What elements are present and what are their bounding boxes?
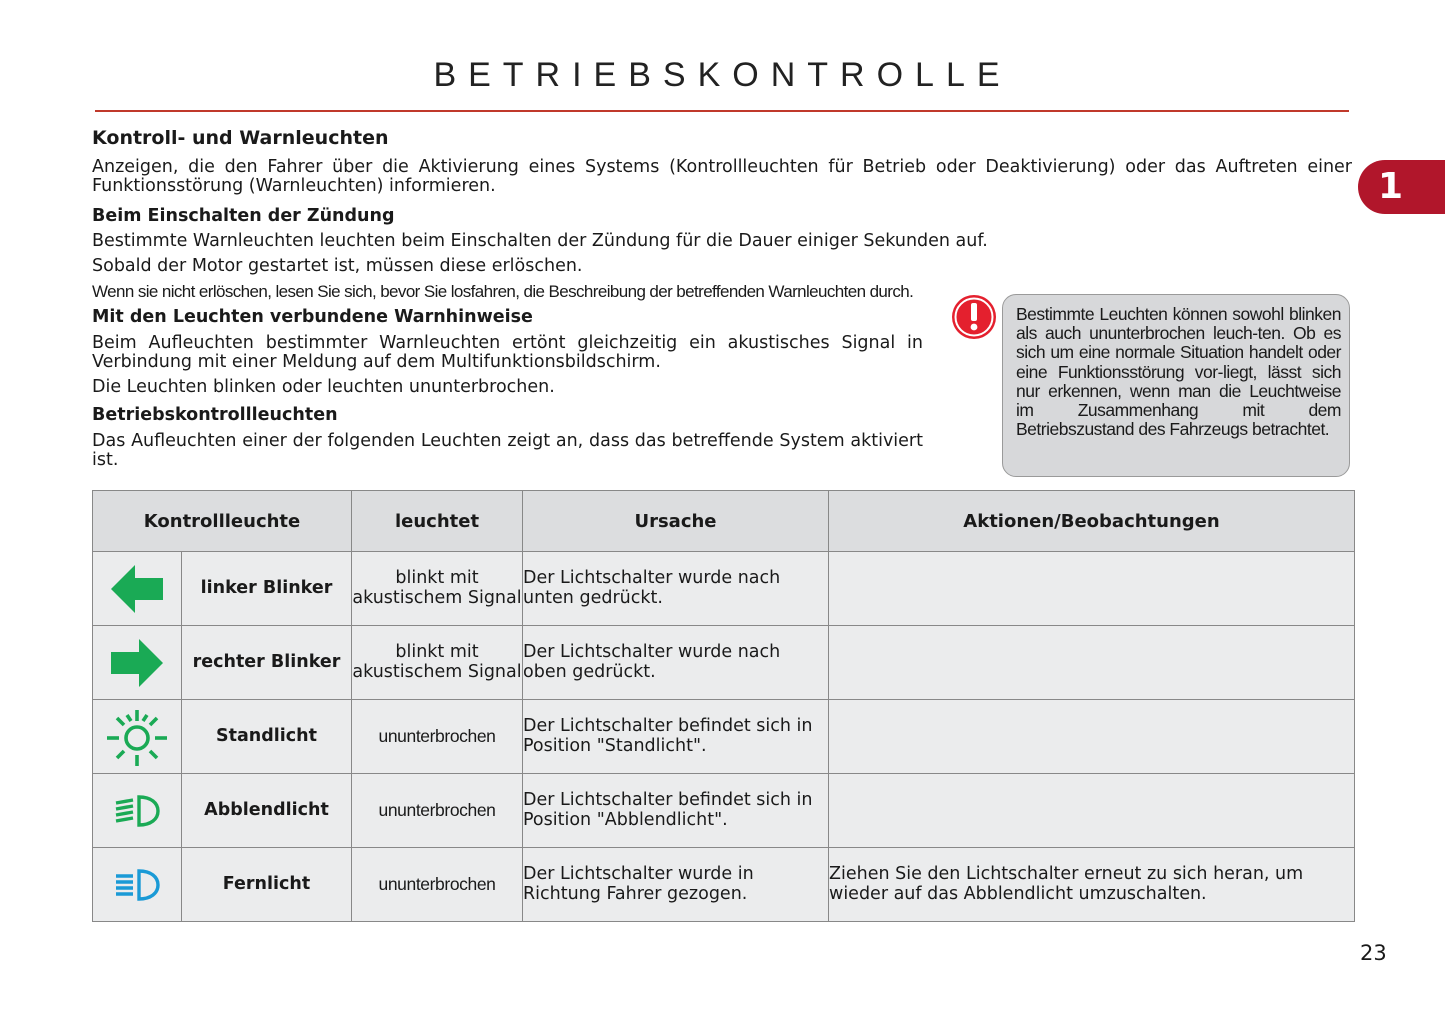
light-state: ununterbrochen [352,848,523,922]
light-name: rechter Blinker [182,626,352,700]
ignition-paragraph-1: Bestimmte Warnleuchten leuchten beim Einschalten der Zündung für die Dauer einiger Sekunden auf. [92,231,988,251]
column-header: leuchtet [352,491,523,552]
light-state: blinkt mit akustischem Signal [352,626,523,700]
page-title: BETRIEBSKONTROLLE [433,56,1012,94]
light-name: Abblendlicht [182,774,352,848]
operating-heading: Betriebskontrollleuchten [92,405,338,425]
light-action [829,552,1355,626]
header-divider [95,110,1349,112]
light-name: Fernlicht [182,848,352,922]
light-state: blinkt mit akustischem Signal [352,552,523,626]
note-box: Bestimmte Leuchten können sowohl blinken als auch ununterbrochen leuch-ten. Ob es sich um eine normale Situation handelt oder eine Funktionsstörung vor-liegt, lässt sich nur erkennen, wenn man die Leuchtweise im Zusammenhang mit dem Betriebszustand des Fahrzeugs betrachtet. [1002,294,1350,477]
table-row [93,774,1355,848]
table-row [93,700,1355,774]
light-cause: Der Lichtschalter befindet sich in Position "Abblendlicht". [523,774,829,848]
warning-lights-table [92,490,1355,922]
light-cause: Der Lichtschalter befindet sich in Position "Standlicht". [523,700,829,774]
light-action [829,700,1355,774]
table-row [93,552,1355,626]
high-beam-icon [93,848,182,922]
ignition-paragraph-3: Wenn sie nicht erlöschen, lesen Sie sich, bevor Sie losfahren, die Beschreibung der betreffenden Warnleuchten durch. [92,282,914,301]
column-header: Ursache [523,491,829,552]
table-row [93,848,1355,922]
ignition-heading: Beim Einschalten der Zündung [92,206,395,226]
warnings-paragraph-2: Die Leuchten blinken oder leuchten ununterbrochen. [92,377,555,397]
table-row [93,626,1355,700]
light-action [829,626,1355,700]
section-title: Kontroll- und Warnleuchten [92,127,389,149]
page-number: 23 [1360,941,1387,965]
light-state: ununterbrochen [352,774,523,848]
table-header-row [93,491,1355,552]
ignition-paragraph-2: Sobald der Motor gestartet ist, müssen diese erlöschen. [92,256,583,276]
column-header: Aktionen/Beobachtungen [829,491,1355,552]
warning-exclamation-icon [951,294,997,340]
sidelight-icon [93,700,182,774]
warnings-heading: Mit den Leuchten verbundene Warnhinweise [92,307,533,327]
light-name: Standlicht [182,700,352,774]
column-header: Kontrollleuchte [93,491,352,552]
light-cause: Der Lichtschalter wurde in Richtung Fahrer gezogen. [523,848,829,922]
light-cause: Der Lichtschalter wurde nach oben gedrückt. [523,626,829,700]
light-cause: Der Lichtschalter wurde nach unten gedrückt. [523,552,829,626]
light-name: linker Blinker [182,552,352,626]
warnings-paragraph-1: Beim Aufleuchten bestimmter Warnleuchten ertönt gleichzeitig ein akustisches Signal in Verbindung mit einer Meldung auf dem Multifunktionsbildschirm. [92,333,923,372]
light-action: Ziehen Sie den Lichtschalter erneut zu sich heran, um wieder auf das Abblendlicht umzuschalten. [829,848,1355,922]
light-action [829,774,1355,848]
light-state: ununterbrochen [352,700,523,774]
low-beam-icon [93,774,182,848]
chapter-tab[interactable]: 1 [1358,160,1445,214]
left-arrow-icon [93,552,182,626]
right-arrow-icon [93,626,182,700]
intro-paragraph: Anzeigen, die den Fahrer über die Aktivierung eines Systems (Kontrollleuchten für Betrieb oder Deaktivierung) oder das Auftreten einer Funktionsstörung (Warnleuchten) informieren. [92,157,1352,196]
operating-paragraph: Das Aufleuchten einer der folgenden Leuchten zeigt an, dass das betreffende System aktiviert ist. [92,431,923,470]
